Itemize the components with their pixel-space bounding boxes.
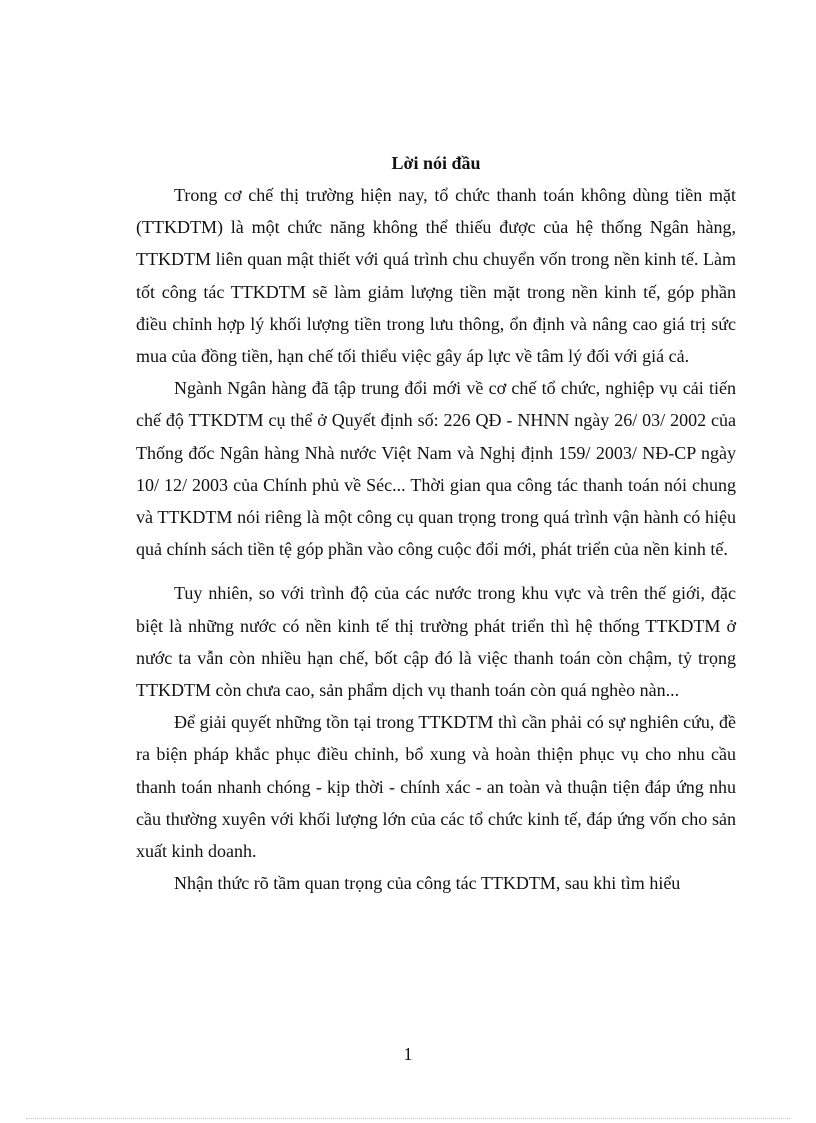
- paragraph-5: Nhận thức rõ tầm quan trọng của công tác TTKDTM, sau khi tìm hiểu: [174, 873, 681, 894]
- paragraph-1: Trong cơ chế thị trường hiện nay, tổ chức thanh toán không dùng tiền mặt (TTKDTM) là một chức năng không thể thiếu được của hệ thống Ngân hàng, TTKDTM liên quan mật thiết với quá trình chu chuyển vốn trong nền kinh tế. Làm tốt công tác TTKDTM sẽ làm giảm lượng tiền mặt trong nền kinh tế, góp phần điều chỉnh hợp lý khối lượng tiền trong lưu thông, ổn định và nâng cao giá trị sức mua của đồng tiền, hạn chế tối thiểu việc gây áp lực về tâm lý đối với giá cả.: [136, 185, 736, 367]
- page-title: Lời nói đầu: [391, 153, 481, 173]
- paragraph-2: Ngành Ngân hàng đã tập trung đổi mới về cơ chế tổ chức, nghiệp vụ cải tiến chế độ TTKDTM cụ thể ở Quyết định số: 226 QĐ - NHNN ngày 26/ 03/ 2002 của Thống đốc Ngân hàng Nhà nước Việt Nam và Nghị định 159/ 2003/ NĐ-CP ngày 10/ 12/ 2003 của Chính phủ về Séc... Thời gian qua công tác thanh toán nói chung và TTKDTM nói riêng là một công cụ quan trọng trong quá trình vận hành có hiệu quả chính sách tiền tệ góp phần vào công cuộc đổi mới, phát triển của nền kinh tế.: [136, 378, 736, 560]
- paragraph-3: Tuy nhiên, so với trình độ của các nước trong khu vực và trên thế giới, đặc biệt là những nước có nền kinh tế thị trường phát triển thì hệ thống TTKDTM ở nước ta vẫn còn nhiều hạn chế, bốt cập đó là việc thanh toán còn chậm, tỷ trọng TTKDTM còn chưa cao, sản phẩm dịch vụ thanh toán còn quá nghèo nàn...: [136, 583, 736, 701]
- page-number: 1: [403, 1044, 413, 1064]
- document-body: [136, 147, 736, 899]
- page-bottom-border: [26, 1118, 790, 1119]
- paragraph-4: Để giải quyết những tồn tại trong TTKDTM thì cần phải có sự nghiên cứu, đề ra biện pháp khắc phục điều chỉnh, bổ xung và hoàn thiện phục vụ cho nhu cầu thanh toán nhanh chóng - kịp thời - chính xác - an toàn và thuận tiện đáp ứng nhu cầu thường xuyên với khối lượng lớn của các tổ chức kinh tế, đáp ứng vốn cho sản xuất kinh doanh.: [136, 712, 736, 862]
